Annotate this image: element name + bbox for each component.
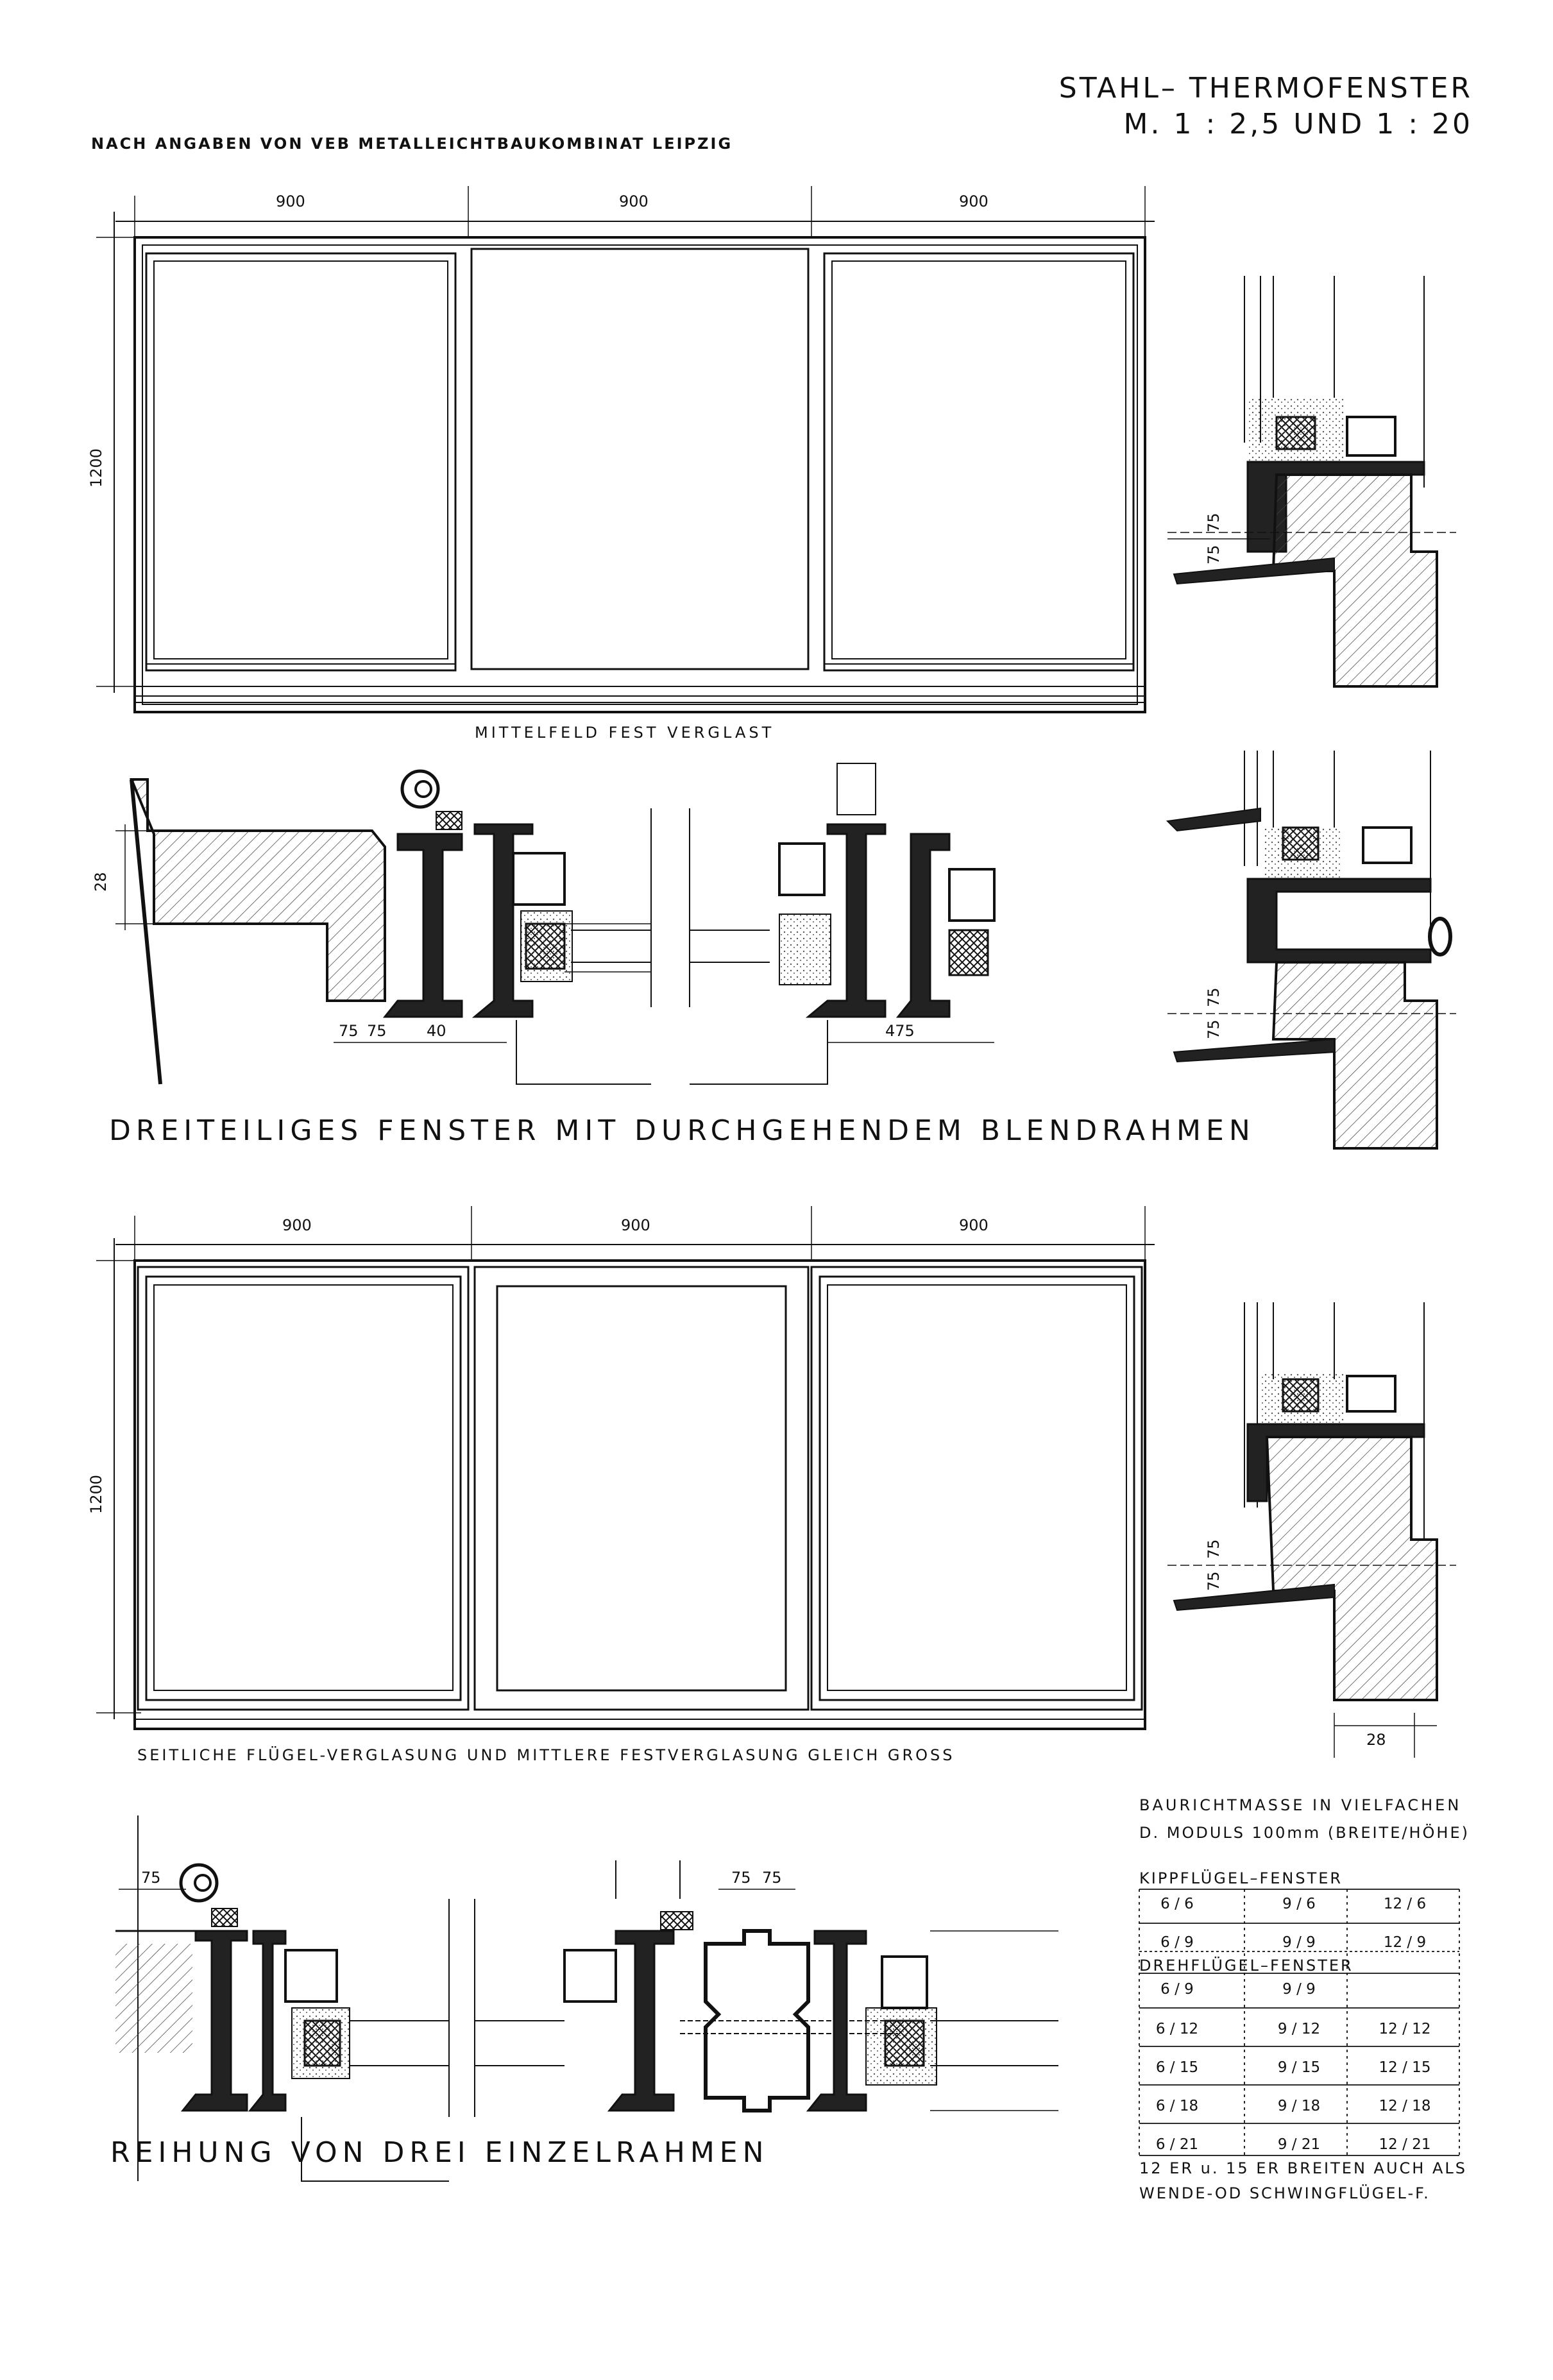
sec2-dim-75c: 75 bbox=[762, 1869, 782, 1887]
table-cell: 6 / 15 bbox=[1155, 2059, 1199, 2076]
side-section-c bbox=[1167, 1302, 1456, 1758]
table-cell: 6 / 12 bbox=[1155, 2021, 1199, 2037]
table-note-line2: WENDE-OD SCHWINGFLÜGEL-F. bbox=[1139, 2184, 1430, 2202]
sec1-dim-40: 40 bbox=[427, 1022, 446, 1040]
drawing-scale: M. 1 : 2,5 UND 1 : 20 bbox=[1123, 108, 1473, 140]
section1-heading: DREITEILIGES FENSTER MIT DURCHGEHENDEM BLENDRAHMEN bbox=[109, 1114, 1255, 1147]
table-cell: 12 / 21 bbox=[1379, 2136, 1431, 2153]
side-section-a bbox=[1167, 276, 1456, 686]
elev1-width-1: 900 bbox=[276, 192, 305, 210]
elev2-width-1: 900 bbox=[282, 1216, 312, 1234]
elev1-width-2: 900 bbox=[619, 192, 649, 210]
sec2-dim-75b: 75 bbox=[731, 1869, 751, 1887]
side-section-b bbox=[1167, 751, 1456, 1148]
elev2-width-3: 900 bbox=[959, 1216, 989, 1234]
elevation1 bbox=[96, 186, 1155, 712]
elev1-width-3: 900 bbox=[959, 192, 989, 210]
table-cell: 6 / 9 bbox=[1160, 1981, 1194, 1998]
table-cell: 12 / 9 bbox=[1383, 1934, 1427, 1951]
table-note-line1: 12 ER u. 15 ER BREITEN AUCH ALS bbox=[1139, 2159, 1467, 2177]
table-group-kippfluegel: KIPPFLÜGEL–FENSTER bbox=[1139, 1869, 1343, 1887]
side-c-dim-75a: 75 bbox=[1205, 1571, 1223, 1591]
table-cell: 6 / 21 bbox=[1155, 2136, 1199, 2153]
section2-heading: REIHUNG VON DREI EINZELRAHMEN bbox=[110, 2136, 769, 2169]
dimension-table-grid bbox=[1139, 1889, 1459, 2155]
side-c-dim-75b: 75 bbox=[1205, 1539, 1223, 1559]
drawing-title: STAHL– THERMOFENSTER bbox=[1058, 72, 1473, 105]
table-cell: 12 / 18 bbox=[1379, 2098, 1431, 2114]
table-cell: 9 / 15 bbox=[1277, 2059, 1321, 2076]
table-cell: 9 / 9 bbox=[1282, 1981, 1316, 1998]
table-cell: 9 / 6 bbox=[1282, 1896, 1316, 1912]
table-cell: 6 / 9 bbox=[1160, 1934, 1194, 1951]
table-title-line2: D. MODULS 100mm (BREITE/HÖHE) bbox=[1139, 1824, 1470, 1842]
sec2-dim-75a: 75 bbox=[141, 1869, 161, 1887]
side-c-dim-28: 28 bbox=[1366, 1731, 1386, 1749]
sec1-dim-475: 475 bbox=[885, 1022, 915, 1040]
sec1-dim-75a: 75 bbox=[339, 1022, 359, 1040]
table-cell: 9 / 21 bbox=[1277, 2136, 1321, 2153]
side-b-dim-75b: 75 bbox=[1205, 987, 1223, 1007]
elevation2 bbox=[96, 1206, 1155, 1729]
table-title-line1: BAURICHTMASSE IN VIELFACHEN bbox=[1139, 1796, 1462, 1814]
table-cell: 9 / 18 bbox=[1277, 2098, 1321, 2114]
table-cell: 12 / 6 bbox=[1383, 1896, 1427, 1912]
table-cell: 9 / 9 bbox=[1282, 1934, 1316, 1951]
side-a-dim-75b: 75 bbox=[1205, 513, 1223, 532]
table-cell: 12 / 15 bbox=[1379, 2059, 1431, 2076]
elevation1-caption: MITTELFELD FEST VERGLAST bbox=[475, 724, 775, 742]
elevation2-caption: SEITLICHE FLÜGEL-VERGLASUNG UND MITTLERE FESTVERGLASUNG GLEICH GROSS bbox=[137, 1746, 955, 1764]
table-cell: 6 / 18 bbox=[1155, 2098, 1199, 2114]
table-cell: 6 / 6 bbox=[1160, 1896, 1194, 1912]
table-cell: 9 / 12 bbox=[1277, 2021, 1321, 2037]
elev2-height: 1200 bbox=[87, 1474, 105, 1514]
elev1-height: 1200 bbox=[87, 448, 105, 488]
section2 bbox=[115, 1815, 1058, 2181]
elev2-width-2: 900 bbox=[621, 1216, 650, 1234]
section1 bbox=[115, 763, 994, 1084]
table-cell: 12 / 12 bbox=[1379, 2021, 1431, 2037]
side-b-dim-75a: 75 bbox=[1205, 1019, 1223, 1039]
table-group-drehfluegel: DREHFLÜGEL–FENSTER bbox=[1139, 1957, 1354, 1975]
side-a-dim-75a: 75 bbox=[1205, 545, 1223, 565]
sec1-dim-28: 28 bbox=[92, 872, 110, 892]
source-note: NACH ANGABEN VON VEB METALLEICHTBAUKOMBINAT LEIPZIG bbox=[91, 135, 733, 153]
sec1-dim-75b: 75 bbox=[367, 1022, 387, 1040]
